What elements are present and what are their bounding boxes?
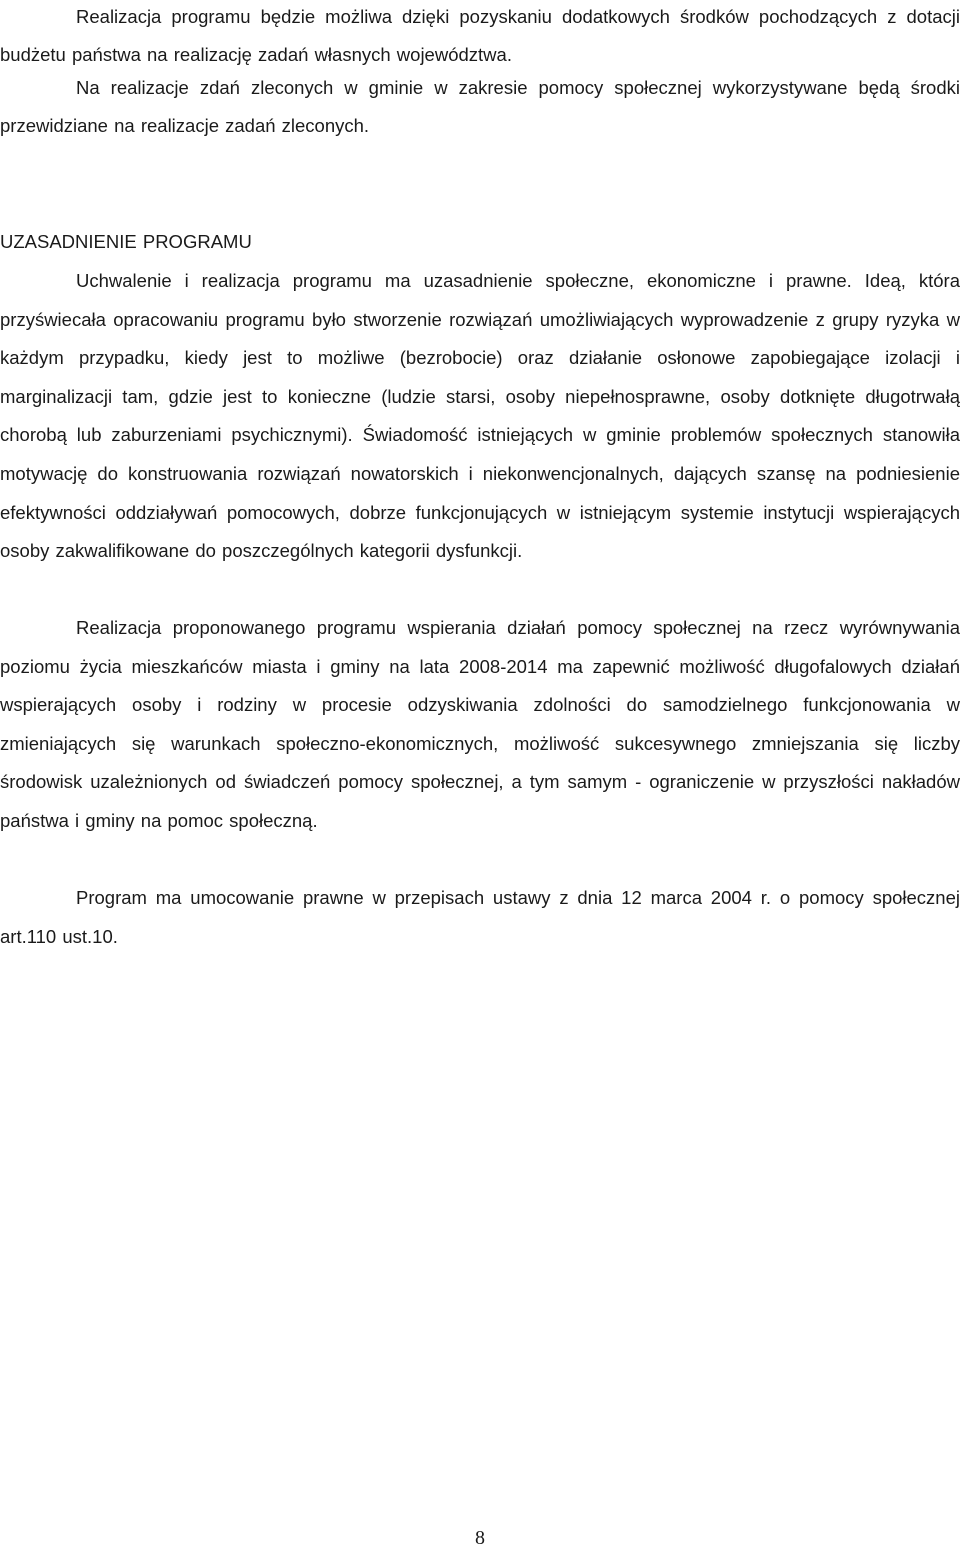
paragraph-funding: Realizacja programu będzie możliwa dzięki pozyskaniu dodatkowych środków pochodzących z dotacji budżetu państwa na realizację zadań własnych województwa.	[0, 6, 960, 65]
page-number: 8	[475, 1527, 485, 1549]
paragraph-commissioned-tasks: Na realizacje zdań zleconych w gminie w zakresie pomocy społecznej wykorzystywane będą środki przewidziane na realizacje zadań zleconych.	[0, 77, 960, 136]
section-heading: UZASADNIENIE PROGRAMU	[0, 231, 252, 252]
paragraph-implementation: Realizacja proponowanego programu wspierania działań pomocy społecznej na rzecz wyrównywania poziomu życia mieszkańców miasta i gminy na lata 2008-2014 ma zapewnić możliwość długofalowych działań wspierających osoby i rodziny w procesie odzyskiwania zdolności do samodzielnego funkcjonowania w zmieniających się warunkach społeczno-ekonomicznych, możliwość sukcesywnego zmniejszania się liczby środowisk uzależnionych od świadczeń pomocy społecznej, a tym samym - ograniczenie w przyszłości nakładów państwa i gminy na pomoc społeczną.	[0, 617, 960, 831]
paragraph-legal-basis: Program ma umocowanie prawne w przepisach ustawy z dnia 12 marca 2004 r. o pomocy społecznej art.110 ust.10.	[0, 887, 960, 947]
paragraph-justification: Uchwalenie i realizacja programu ma uzasadnienie społeczne, ekonomiczne i prawne. Ideą, która przyświecała opracowaniu programu było stworzenie rozwiązań umożliwiających wyprowadzenie z grupy ryzyka w każdym przypadku, kiedy jest to możliwe (bezrobocie) oraz działanie osłonowe zapobiegające izolacji i marginalizacji tam, gdzie jest to konieczne (ludzie starsi, osoby niepełnosprawne, osoby dotknięte długotrwałą chorobą lub zaburzeniami psychicznymi). Świadomość istniejących w gminie problemów społecznych stanowiła motywację do konstruowania rozwiązań nowatorskich i niekonwencjonalnych, dających szansę na podniesienie efektywności oddziaływań pomocowych, dobrze funkcjonujących w istniejącym systemie instytucji wspierających osoby zakwalifikowane do poszczególnych kategorii dysfunkcji.	[0, 270, 960, 562]
